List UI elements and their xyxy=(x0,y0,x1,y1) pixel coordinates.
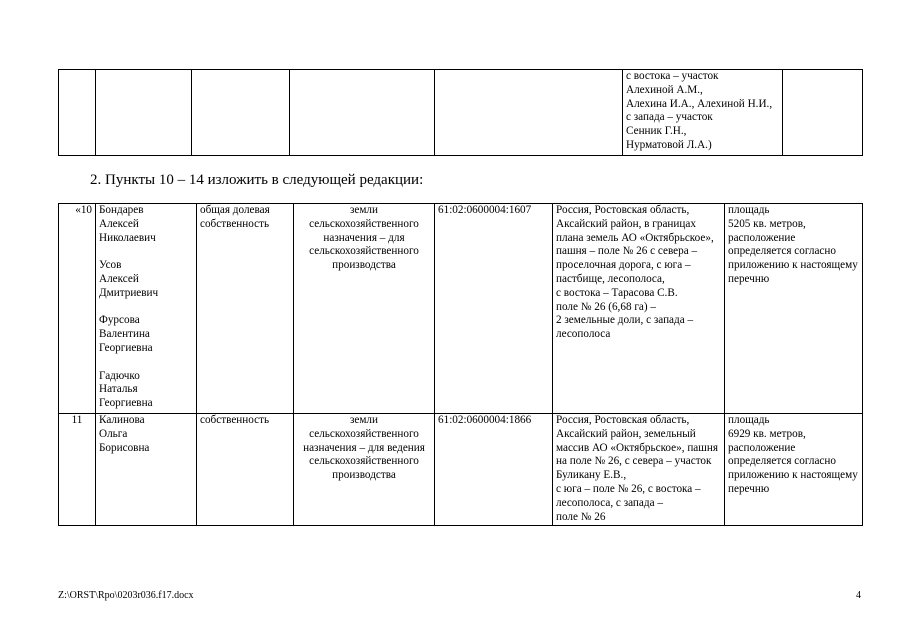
cell-area: площадь 5205 кв. метров, расположение определяется согласно приложению к настоящему перечню xyxy=(725,204,863,414)
footer-file-path: Z:\ORST\Rpo\0203r036.f17.docx xyxy=(58,590,194,601)
table-row xyxy=(59,70,863,156)
cell-category xyxy=(290,70,435,156)
cell-ownership: собственность xyxy=(197,414,294,526)
cell-cadastral xyxy=(435,70,623,156)
continuation-table xyxy=(58,69,863,156)
land-plots-table xyxy=(58,203,863,526)
cell-number: «10 xyxy=(59,204,96,414)
cell-ownership: общая долевая собственность xyxy=(197,204,294,414)
section-heading: 2. Пункты 10 – 14 изложить в следующей редакции: xyxy=(90,172,424,188)
cell-number: 11 xyxy=(59,414,96,526)
cell-cadastral: 61:02:0600004:1866 xyxy=(435,414,553,526)
table-row xyxy=(59,414,863,526)
cell-location: с востока – участок Алехиной А.М., Алехина И.А., Алехиной Н.И., с запада – участок Сенник Г.Н., Нурматовой Л.А.) xyxy=(623,70,783,156)
cell-cadastral: 61:02:0600004:1607 xyxy=(435,204,553,414)
cell-category: земли сельскохозяйственного назначения – для ведения сельскохозяйственного производства xyxy=(294,414,435,526)
cell-area: площадь 6929 кв. метров, расположение определяется согласно приложению к настоящему перечню xyxy=(725,414,863,526)
table-row xyxy=(59,204,863,414)
cell-owner xyxy=(96,70,192,156)
page-number: 4 xyxy=(856,590,861,601)
cell-area xyxy=(783,70,863,156)
cell-location: Россия, Ростовская область, Аксайский район, земельный массив АО «Октябрьское», пашня на поле № 26, с севера – участок Буликану Е.В., с юга – поле № 26, с востока – лесополоса, с запада – поле № 26 xyxy=(553,414,725,526)
cell-location: Россия, Ростовская область, Аксайский район, в границах плана земель АО «Октябрьское», пашня – поле № 26 с севера – проселочная дорога, с юга – пастбище, лесополоса, с востока – Тарасова С.В. поле № 26 (6,68 га) – 2 земельные доли, с запада – лесополоса xyxy=(553,204,725,414)
cell-owners: Калинова Ольга Борисовна xyxy=(96,414,197,526)
cell-ownership xyxy=(192,70,290,156)
cell-owners: Бондарев Алексей Николаевич Усов Алексей Дмитриевич Фурсова Валентина Георгиевна Гадючко Наталья Георгиевна xyxy=(96,204,197,414)
cell-number xyxy=(59,70,96,156)
cell-category: земли сельскохозяйственного назначения – для сельскохозяйственного производства xyxy=(294,204,435,414)
